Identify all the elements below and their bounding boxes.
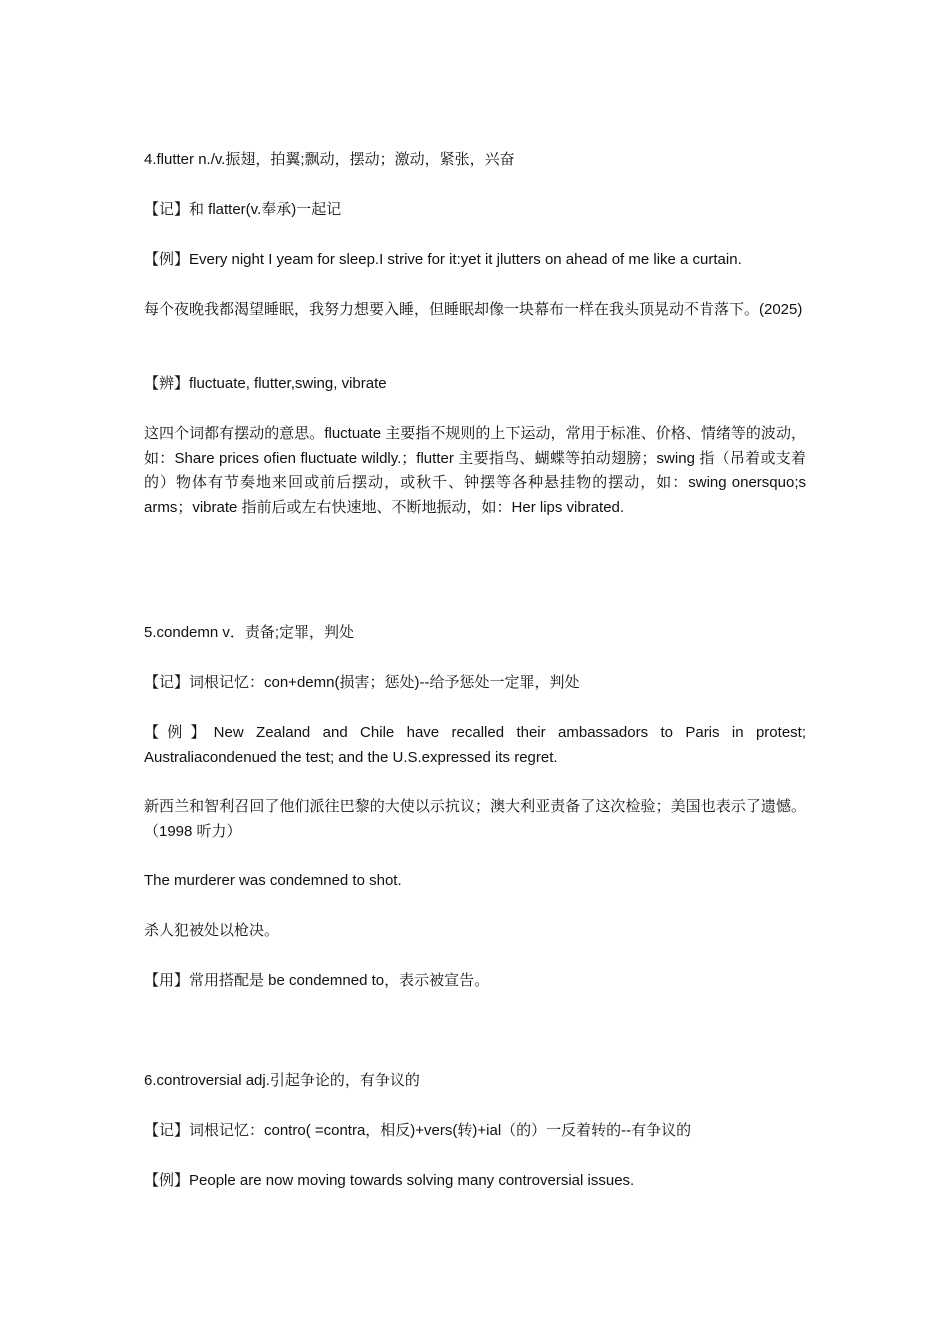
usage-condemn: 【用】常用搭配是 be condemned to，表示被宣告。	[144, 972, 490, 989]
mnemonic-controversial: 【记】词根记忆：contro( =contra，相反)+vers(转)+ial（的）一反着转的--有争议的	[144, 1122, 692, 1139]
example-translation-condemn-2: 杀人犯被处以枪决。	[144, 922, 280, 939]
example-translation-flutter: 每个夜晚我都渴望睡眠，我努力想要入睡，但睡眠却像一块幕布一样在我头顶晃动不肯落下。(2025)	[144, 301, 803, 318]
mnemonic-flutter: 【记】和 flatter(v.奉承)一起记	[144, 201, 342, 218]
distinction-heading-flutter: 【辨】fluctuate, flutter,swing, vibrate	[144, 375, 387, 392]
example-controversial: 【例】People are now moving towards solving many controversial issues.	[144, 1172, 635, 1189]
example-translation-condemn: 新西兰和智利召回了他们派往巴黎的大使以示抗议；澳大利亚责备了这次检验；美国也表示了遗憾。（1998 听力）	[144, 798, 806, 840]
mnemonic-condemn: 【记】词根记忆：con+demn(损害；惩处)--给予惩处一定罪，判处	[144, 674, 580, 691]
example-condemn: 【例】New Zealand and Chile have recalled their ambassadors to Paris in protest; Australiacondenued the test; and the U.S.expressed its regret.	[144, 724, 806, 766]
entry-heading-flutter: 4.flutter n./v.振翅，拍翼;飘动，摆动；激动，紧张，兴奋	[144, 151, 515, 168]
entry-heading-condemn: 5.condemn v．责备;定罪，判处	[144, 624, 355, 641]
example-flutter: 【例】Every night I yeam for sleep.I strive for it:yet it jlutters on ahead of me like a curtain.	[144, 251, 742, 268]
example-condemn-2: The murderer was condemned to shot.	[144, 872, 402, 889]
entry-heading-controversial: 6.controversial adj.引起争论的，有争议的	[144, 1072, 420, 1089]
distinction-body-flutter: 这四个词都有摆动的意思。fluctuate 主要指不规则的上下运动，常用于标准、价格、情绪等的波动，如：Share prices ofien fluctuate wildly.；flutter 主要指鸟、蝴蝶等拍动翅膀；swing 指（吊着或支着的）物体有节奏地来回或前后摆动，或秋千、钟摆等各种悬挂物的摆动，如：swing onersquo;s arms；vibrate 指前后或左右快速地、不断地振动，如：Her lips vibrated.	[144, 425, 806, 516]
